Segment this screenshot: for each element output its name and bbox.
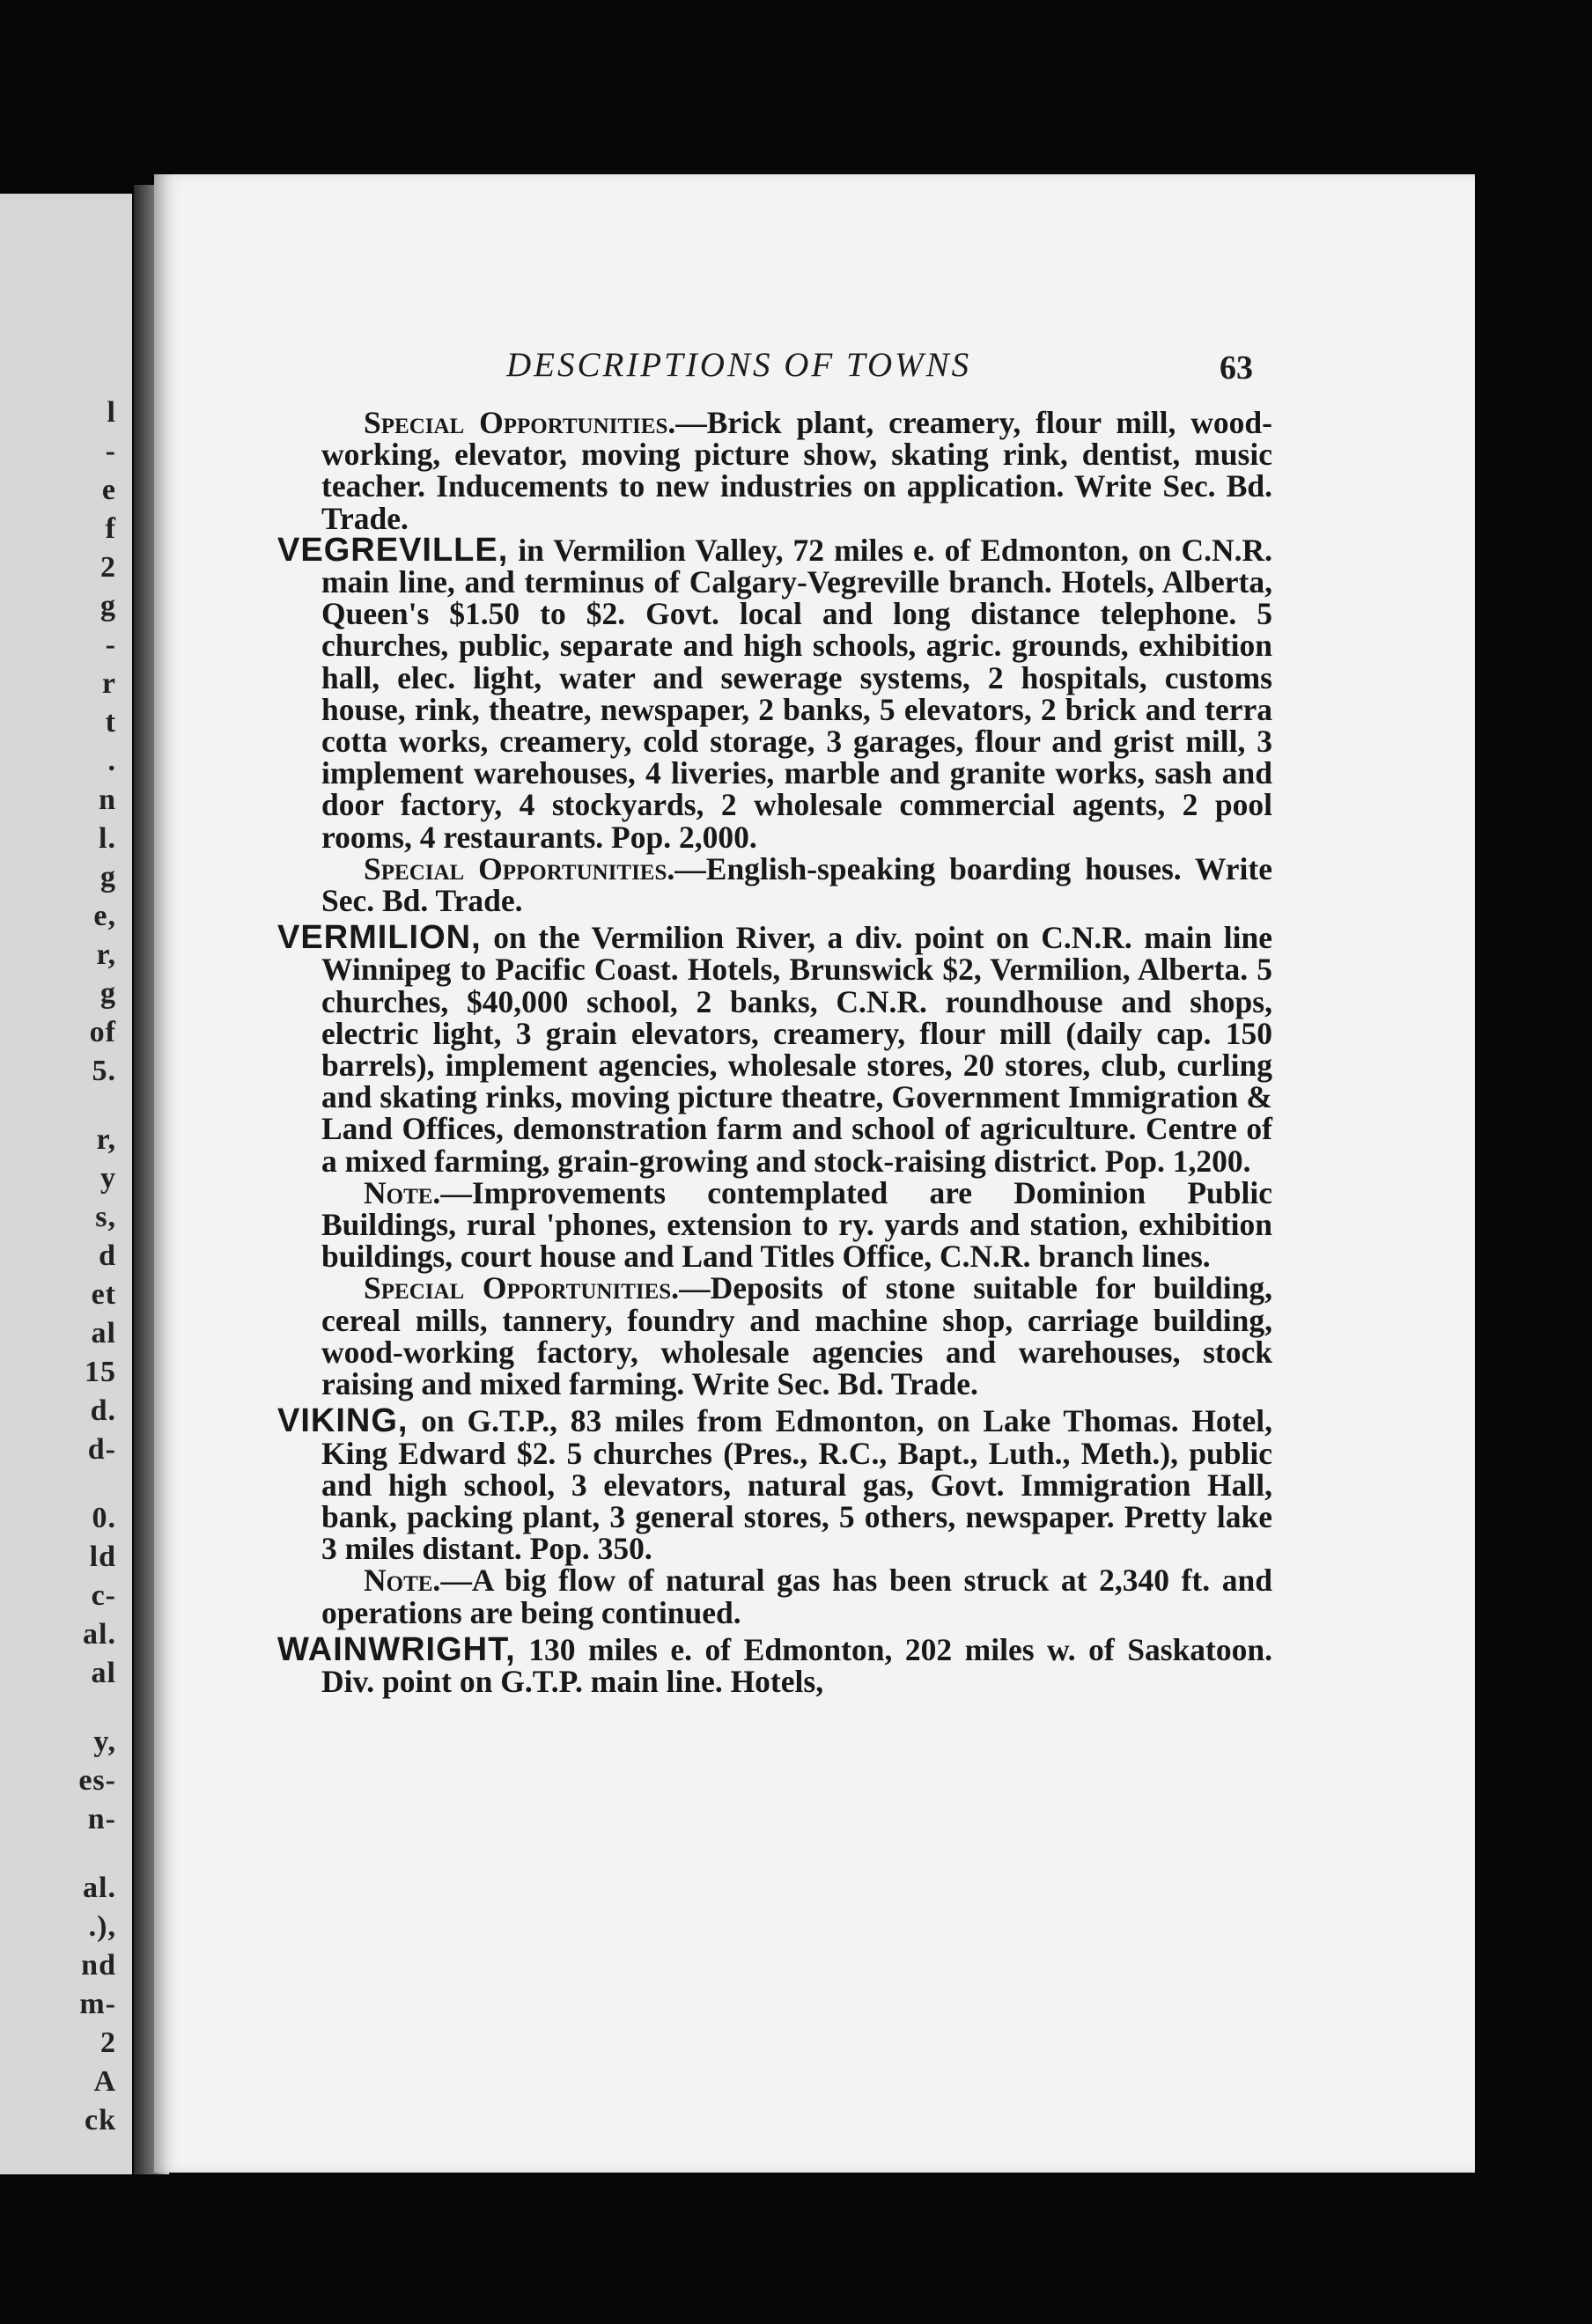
left-page-fragment: r, (96, 938, 116, 971)
note-label: Special Opportunities. (364, 1270, 680, 1306)
note-text: —English-speaking boarding houses. Write Sec. Bd. Trade. (321, 850, 1272, 919)
left-page-fragment: e (101, 474, 116, 506)
left-page-fragment: - (105, 629, 116, 661)
left-page-fragment: 2 (100, 2026, 116, 2059)
town-name: VIKING, (277, 1402, 409, 1440)
town-name: VEGREVILLE, (277, 531, 509, 569)
town-entry-vegreville (277, 531, 1272, 919)
left-page-fragment: ck (85, 2104, 116, 2136)
town-description: on G.T.P., 83 miles from Edmonton, on Lake Thomas. Hotel, King Edward $2. 5 churches (Pres., R.C., Bapt., Luth., Meth.), public and high school, 3 elevators, natural gas, Govt. Immigration Hall, bank, packing plant, 3 general stores, 5 others, newspaper. Pretty lake 3 miles distant. Pop. 350. (321, 1403, 1272, 1567)
left-page-fragment: . (107, 745, 116, 777)
left-page-fragment: s, (95, 1201, 116, 1233)
special-opportunities-paragraph (277, 407, 1272, 534)
left-page-fragment: c- (91, 1579, 116, 1612)
special-opportunities-paragraph (277, 1272, 1272, 1400)
left-page-fragment: A (93, 2065, 116, 2098)
special-opportunities-paragraph (277, 850, 1272, 919)
note-text: —Brick plant, creamery, flour mill, wood-working, elevator, moving picture show, skating rink, dentist, music teacher. Inducements to new industries on application. Write Sec. Bd. Trade. (321, 405, 1272, 536)
left-page-fragment: of (89, 1016, 116, 1048)
page-text (277, 407, 1272, 1703)
left-page-fragment: et (91, 1278, 116, 1311)
note-paragraph (277, 1174, 1272, 1275)
left-page-fragment: f (105, 512, 116, 545)
note-text: —A big flow of natural gas has been struck at 2,340 ft. and operations are being continued. (321, 1563, 1272, 1630)
left-page-fragment: 2 (100, 551, 116, 584)
left-page-fragment: r, (96, 1123, 116, 1156)
town-description: 130 miles e. of Edmonton, 202 miles w. of Saskatoon. Div. point on G.T.P. main line. Hotels, (321, 1631, 1272, 1699)
left-facing-page (0, 194, 132, 2174)
town-description: in Vermilion Valley, 72 miles e. of Edmonton, on C.N.R. main line, and terminus of Calgary-Vegreville branch. Hotels, Alberta, Queen's $1.50 to $2. Govt. local and long distance telephone. 5 churches, public, separate and high schools, agric. grounds, exhibition hall, elec. light, water and sewerage systems, 2 hospitals, customs house, rink, theatre, newspaper, 2 banks, 5 elevators, 2 brick and terra cotta works, creamery, cold storage, 3 garages, flour and grist mill, 3 implement warehouses, 4 liveries, marble and granite works, sash and door factory, 4 stockyards, 2 wholesale commercial agents, 2 pool rooms, 4 restaurants. Pop. 2,000. (321, 532, 1272, 855)
left-page-fragment: n- (87, 1803, 116, 1835)
town-entry-wainwright (277, 1630, 1272, 1699)
left-page-fragment: nd (81, 1949, 116, 1982)
town-name: VERMILION, (277, 919, 482, 957)
note-text: —Deposits of stone suitable for building, cereal mills, tannery, foundry and machine shop, carriage building, wood-working factory, wholesale agencies and warehouses, stock raising and mixed farming. Write Sec. Bd. Trade. (321, 1270, 1272, 1402)
left-page-fragment: al. (83, 1618, 116, 1651)
left-page-fragment: es- (78, 1764, 116, 1797)
left-page-fragment: 5. (92, 1055, 116, 1087)
left-page-fragment: g (100, 590, 116, 622)
town-entry-vermilion (277, 919, 1273, 1402)
left-page-fragment: l. (99, 822, 116, 855)
left-page-fragment: 15 (85, 1356, 116, 1388)
left-page-fragment: m- (79, 1988, 116, 2020)
left-page-fragment: r (101, 667, 116, 700)
note-label: Note. (364, 1174, 441, 1210)
left-page-fragment: d- (87, 1433, 116, 1466)
left-page-fragment: ld (89, 1541, 116, 1573)
note-label: Special Opportunities. (364, 850, 675, 886)
town-name: WAINWRIGHT, (277, 1630, 516, 1668)
note-text: —Improvements contemplated are Dominion Public Buildings, rural 'phones, extension to ry. yards and station, exhibition buildings, court house and Land Titles Office, C.N.R. branch lines. (321, 1174, 1272, 1275)
note-label: Note. (364, 1563, 441, 1599)
left-page-fragment: al (91, 1317, 116, 1350)
page-number: 63 (1220, 349, 1253, 386)
left-page-fragment: y, (93, 1725, 116, 1758)
left-page-fragment: g (100, 861, 116, 894)
left-page-fragment: n (99, 783, 116, 816)
left-page-fragment: l (107, 396, 116, 429)
left-page-fragment: .), (88, 1910, 116, 1943)
note-label: Special Opportunities. (364, 405, 676, 440)
left-page-fragment: d. (90, 1394, 116, 1427)
left-page-fragment: al (91, 1657, 116, 1689)
left-page-fragment: e, (93, 900, 116, 932)
town-entry-viking (277, 1402, 1272, 1630)
left-page-fragment: y (100, 1162, 116, 1195)
left-page-fragment: t (105, 706, 116, 739)
running-head: DESCRIPTIONS OF TOWNS (506, 346, 972, 384)
left-page-fragment: 0. (92, 1502, 116, 1534)
left-page-fragment: al. (83, 1872, 116, 1904)
left-page-fragment: d (99, 1239, 116, 1272)
note-paragraph (277, 1564, 1272, 1628)
left-page-fragment: g (100, 977, 116, 1010)
left-page-fragment: - (105, 435, 116, 467)
town-description: on the Vermilion River, a div. point on C.N.R. main line Winnipeg to Pacific Coast. Hotels, Brunswick $2, Vermilion, Alberta. 5 churches, $40,000 school, 2 banks, C.N.R. roundhouse and shops, electric light, 3 grain elevators, creamery, flour mill (daily cap. 150 barrels), implement agencies, wholesale stores, 20 stores, club, curling and skating rinks, moving picture theatre, Government Immigration & Land Offices, demonstration farm and school of agriculture. Centre of a mixed farming, grain-growing and stock-raising district. Pop. 1,200. (321, 920, 1273, 1179)
